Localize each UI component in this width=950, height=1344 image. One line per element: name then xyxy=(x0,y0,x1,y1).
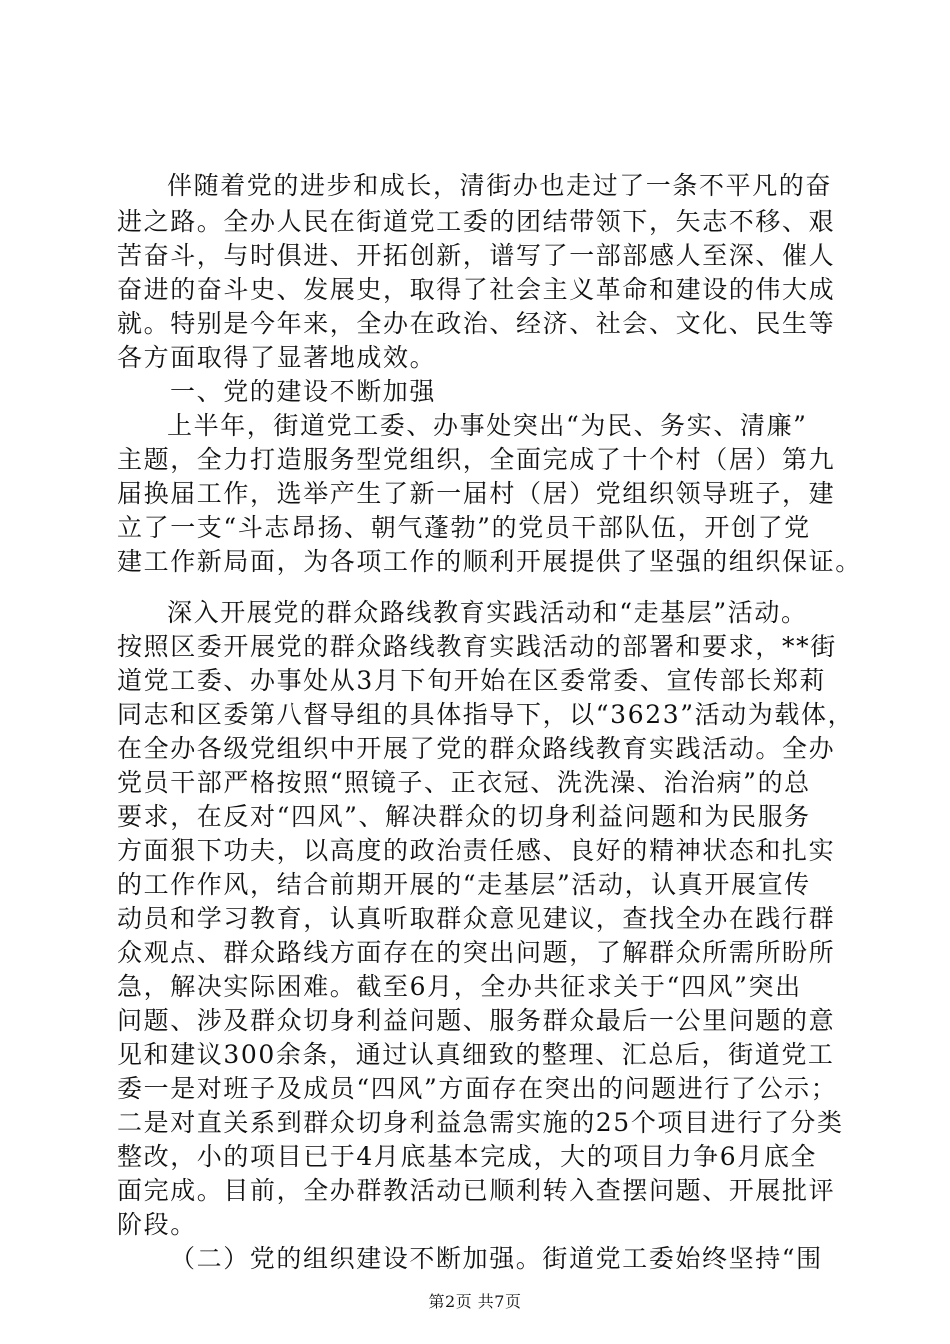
text-line: 立了一支“斗志昂扬、朝气蓬勃”的党员干部队伍，开创了党 xyxy=(117,513,811,542)
text-line: 各方面取得了显著地成效。 xyxy=(117,343,437,372)
text-line: 主题，全力打造服务型党组织，全面完成了十个村（居）第九 xyxy=(117,445,836,474)
text-line: 深入开展党的群众路线教育实践活动和“走基层”活动。 xyxy=(167,598,808,627)
text-line: 伴随着党的进步和成长，清街办也走过了一条不平凡的奋 xyxy=(167,171,833,200)
section-heading: 一、党的建设不断加强 xyxy=(170,377,437,406)
text-line: 在全办各级党组织中开展了党的群众路线教育实践活动。全办 xyxy=(117,734,836,763)
page-number: 第2页 共7页 xyxy=(428,1292,522,1311)
text-line: 见和建议300余条，通过认真细致的整理、汇总后，街道党工 xyxy=(117,1040,835,1069)
text-line: 党员干部严格按照“照镜子、正衣冠、洗洗澡、治治病”的总 xyxy=(117,768,811,797)
text-line: 要求，在反对“四风”、解决群众的切身利益问题和为民服务 xyxy=(117,802,811,831)
text-line: 方面狠下功夫，以高度的政治责任感、良好的精神状态和扎实 xyxy=(117,836,836,865)
text-line: 面完成。目前，全办群教活动已顺利转入查摆问题、开展批评 xyxy=(117,1176,836,1205)
text-line: 建工作新局面，为各项工作的顺利开展提供了坚强的组织保证。 xyxy=(117,547,862,576)
text-line: 二是对直关系到群众切身利益急需实施的25个项目进行了分类 xyxy=(117,1108,844,1137)
text-line: 急，解决实际困难。截至6月，全办共征求关于“四风”突出 xyxy=(117,972,802,1001)
text-line: 上半年，街道党工委、办事处突出“为民、务实、清廉” xyxy=(167,411,808,440)
text-line: 问题、涉及群众切身利益问题、服务群众最后一公里问题的意 xyxy=(117,1006,836,1035)
text-line: 苦奋斗，与时俱进、开拓创新，谱写了一部部感人至深、催人 xyxy=(117,241,836,270)
text-line: 动员和学习教育，认真听取群众意见建议，查找全办在践行群 xyxy=(117,904,836,933)
text-line: 就。特别是今年来，全办在政治、经济、社会、文化、民生等 xyxy=(117,309,836,338)
text-line: 奋进的奋斗史、发展史，取得了社会主义革命和建设的伟大成 xyxy=(117,275,836,304)
text-line: 道党工委、办事处从3月下旬开始在区委常委、宣传部长郑莉 xyxy=(117,666,827,695)
text-line: 按照区委开展党的群众路线教育实践活动的部署和要求，**街 xyxy=(117,632,837,661)
text-line: 的工作作风，结合前期开展的“走基层”活动，认真开展宣传 xyxy=(117,870,811,899)
text-line: 整改，小的项目已于4月底基本完成，大的项目力争6月底全 xyxy=(117,1142,818,1171)
text-line: （二）党的组织建设不断加强。街道党工委始终坚持“围 xyxy=(170,1244,823,1273)
text-line: 进之路。全办人民在街道党工委的团结带领下，矢志不移、艰 xyxy=(117,207,836,236)
text-line: 阶段。 xyxy=(117,1210,197,1239)
text-line: 同志和区委第八督导组的具体指导下，以“3623”活动为载体， xyxy=(117,700,855,729)
text-line: 委一是对班子及成员“四风”方面存在突出的问题进行了公示； xyxy=(117,1074,838,1103)
text-line: 届换届工作，选举产生了新一届村（居）党组织领导班子，建 xyxy=(117,479,836,508)
text-line: 众观点、群众路线方面存在的突出问题，了解群众所需所盼所 xyxy=(117,938,836,967)
